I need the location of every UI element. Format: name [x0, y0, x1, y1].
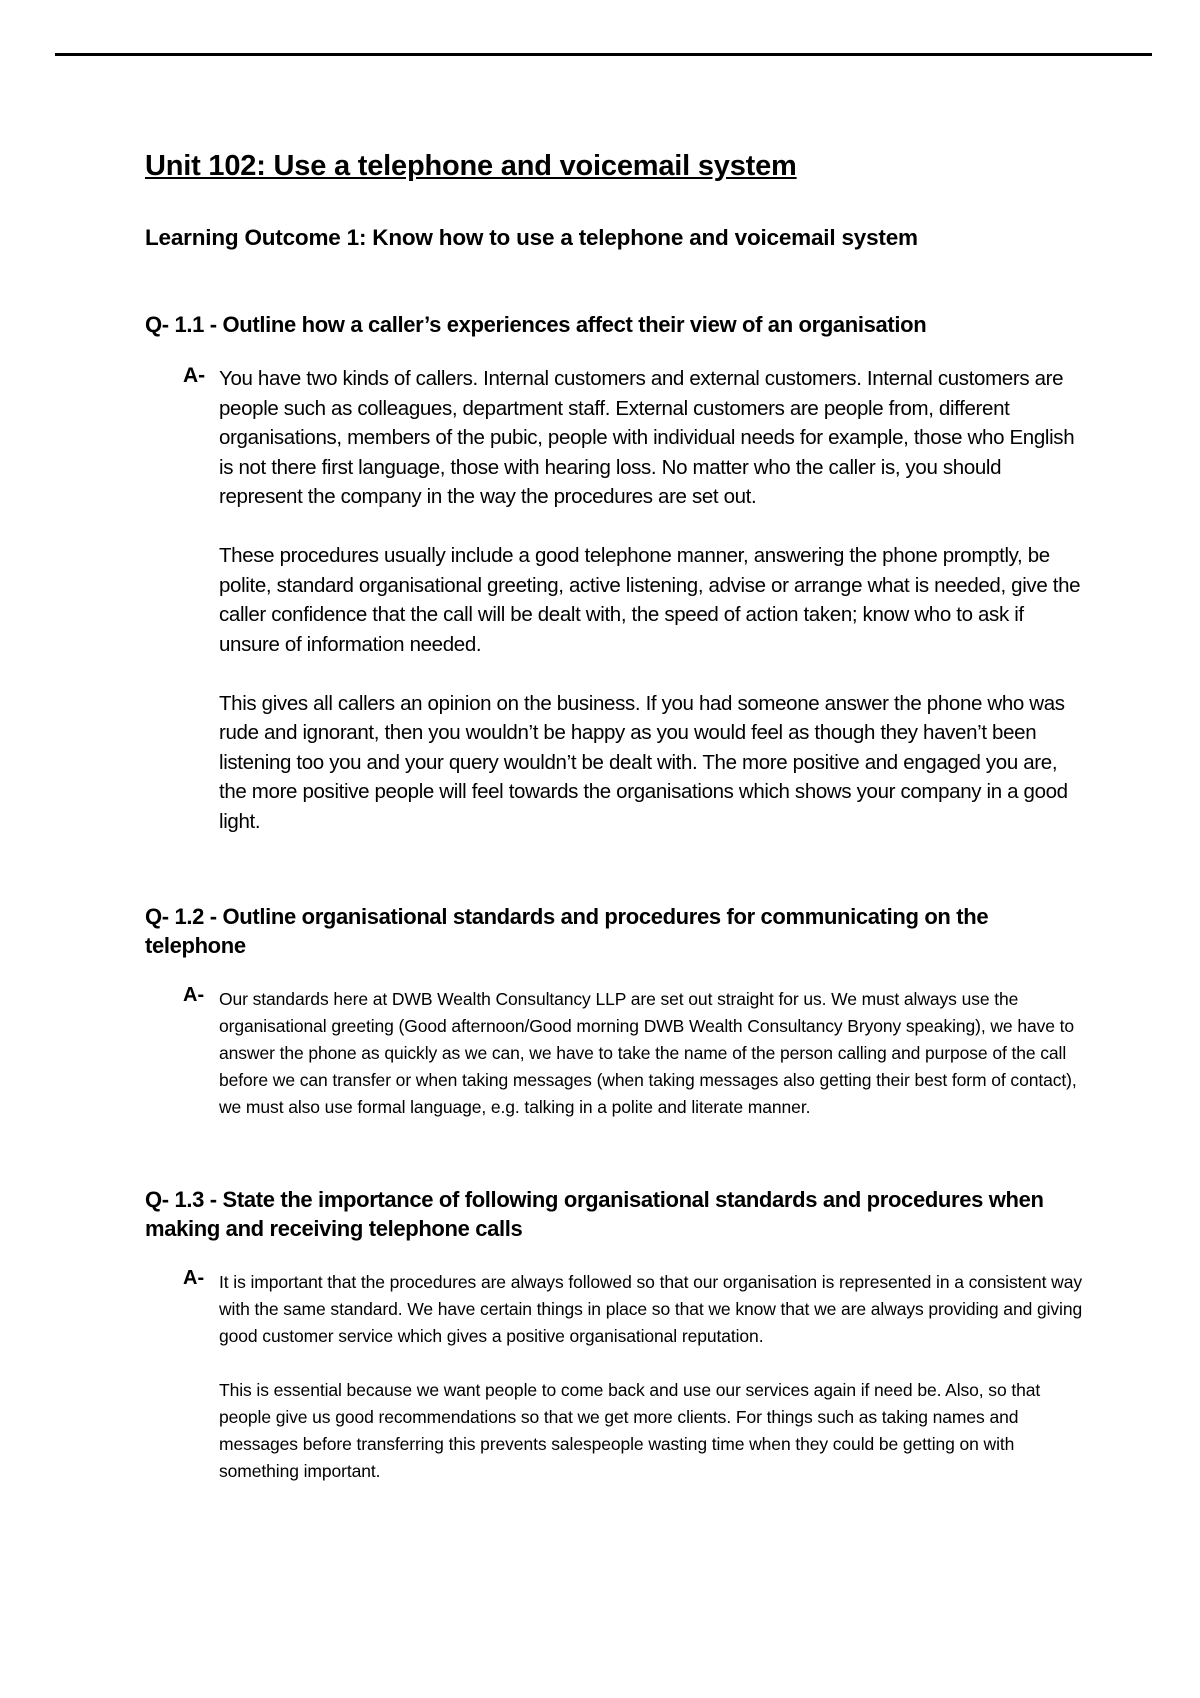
answer-1-1: [145, 364, 1085, 836]
question-title: Q- 1.3 - State the importance of following organisational standards and procedures when making and receiving telephone calls: [145, 1187, 1044, 1241]
answer-paragraph: These procedures usually include a good telephone manner, answering the phone promptly, be polite, standard organisational greeting, active listening, advise or arrange what is needed, give the caller confidence that the call will be dealt with, the speed of action taken; know who to ask if unsure of information needed.: [219, 544, 1081, 656]
header-rule: [55, 53, 1152, 56]
unit-title: Unit 102: Use a telephone and voicemail system: [145, 150, 797, 182]
answer-label: A-: [183, 984, 205, 1006]
answer-paragraph: It is important that the procedures are always followed so that our organisation is represented in a consistent way with the same standard. We have certain things in place so that we know that we are always providing and giving good customer service which gives a positive organisational reputation.: [219, 1272, 1083, 1346]
answer-label: A-: [183, 1267, 205, 1289]
learning-outcome-title: Learning Outcome 1: Know how to use a telephone and voicemail system: [145, 225, 918, 250]
document-body: [145, 146, 1085, 1481]
question-title: Q- 1.2 - Outline organisational standards and procedures for communicating on the telephone: [145, 904, 989, 958]
answer-label: A-: [183, 364, 206, 387]
answer-paragraph: You have two kinds of callers. Internal customers and external customers. Internal customers are people such as colleagues, department staff. External customers are people from, different organisations, members of the pubic, people with individual needs for example, those who English is not there first language, those with hearing loss. No matter who the caller is, you should represent the company in the way the procedures are set out.: [219, 367, 1075, 508]
answer-paragraph: This gives all callers an opinion on the business. If you had someone answer the phone who was rude and ignorant, then you wouldn’t be happy as you would feel as though they haven’t been listening too you and your query wouldn’t be dealt with. The more positive and engaged you are, the more positive people will feel towards the organisations which shows your company in a good light.: [219, 691, 1068, 833]
answer-1-3: [145, 1269, 1085, 1485]
question-1-1: [145, 310, 1085, 866]
answer-1-2: [145, 986, 1085, 1121]
question-title: Q- 1.1 - Outline how a caller’s experiences affect their view of an organisation: [145, 312, 927, 337]
answer-paragraph: Our standards here at DWB Wealth Consultancy LLP are set out straight for us. We must always use the organisational greeting (Good afternoon/Good morning DWB Wealth Consultancy Bryony speaking), we have to answer the phone as quickly as we can, we have to take the name of the person calling and purpose of the call before we can transfer or when taking messages (when taking messages also getting their best form of contact), we must also use formal language, e.g. talking in a polite and literate manner.: [219, 989, 1077, 1117]
answer-paragraph: This is essential because we want people to come back and use our services again if need be. Also, so that people give us good recommendations so that we get more clients. For things such as taking names and messages before transferring this prevents salespeople wasting time when they could be getting on with something important.: [219, 1380, 1041, 1481]
question-1-2: [145, 902, 1085, 1148]
question-1-3: [145, 1185, 1085, 1512]
